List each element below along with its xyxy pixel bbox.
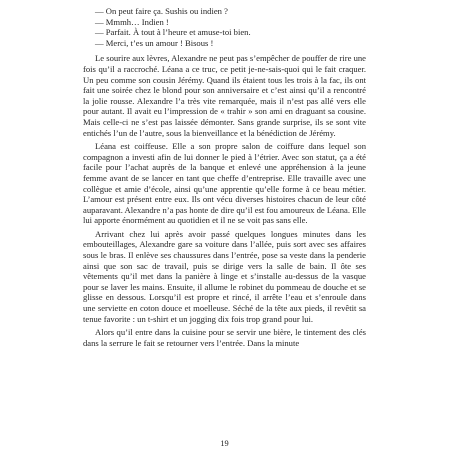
paragraph: Le sourire aux lèvres, Alexandre ne peut pas s’empêcher de pouffer de rire une fois qu’il a raccroché. Léana a ce truc, ce petit je-ne-sais-quoi qui le fait craquer. Un peu comme son cousin Jérémy. Quand ils étaient tous les trois à la fac, ils ont fait une soirée chez le blond pour son anniversaire et c’est ainsi qu’il a rencontré la jolie rousse. Alexandre l’a très vite remarquée, mais il n’est pas allé vers elle pour autant. Il avait eu l’impression de « trahir » son ami en draguant sa cousine. Mais celle-ci ne s’est pas laissée démonter. Sans grande surprise, ils se sont vite entichés l’un de l’autre, sous la bienveillance et la bénédiction de Jérémy. [83, 53, 366, 138]
dialogue-line: — Merci, t’es un amour ! Bisous ! [95, 37, 214, 48]
book-page [83, 6, 366, 448]
dialogue-line: — On peut faire ça. Sushis ou indien ? [95, 6, 228, 16]
body-text [83, 53, 366, 348]
dialogue-block [83, 6, 366, 48]
dialogue-line: — Mmmh… Indien ! [95, 16, 169, 27]
paragraph: Léana est coiffeuse. Elle a son propre salon de coiffure dans lequel son compagnon a investi afin de lui donner le pied à l’étrier. Avec son statut, ça a été facile pour l’achat auprès de la banque et enlevé une appréhension à la jeune femme avant de se lancer en tant que cheffe d’entreprise. Elle travaille avec une collègue et amie d’école, ainsi qu’une apprentie qu’elle forme à ce beau métier. L’amour est présent entre eux. Ils ont vécu diverses histoires chacun de leur côté auparavant. Alexandre n’a pas honte de dire qu’il est fou amoureux de Léana. Elle lui apporte énormément au quotidien et il ne se voit pas sans elle. [83, 141, 366, 226]
paragraph: Arrivant chez lui après avoir passé quelques longues minutes dans les embouteillages, Alexandre gare sa voiture dans l’allée, puis sort avec ses affaires sous le bras. Il enlève ses chaussures dans l’entrée, pose sa veste dans la penderie ainsi que son sac de travail, puis se dirige vers la salle de bain. Il ôte ses vêtements qu’il met dans la panière à linge et s’installe au-dessus de la vasque pour se laver les mains. Ensuite, il allume le robinet du pommeau de douche et se glisse en dessous. Lorsqu’il est propre et rincé, il arrête l’eau et s’enroule dans une serviette en coton douce et moelleuse. Séché de la tête aux pieds, il revêtit sa tenue favorite : un t-shirt et un jogging dix fois trop grand pour lui. [83, 228, 366, 324]
page-number: 19 [220, 439, 229, 448]
paragraph: Alors qu’il entre dans la cuisine pour se servir une bière, le tintement des clés dans la serrure le fait se retourner vers l’entrée. Dans la minute [83, 327, 366, 348]
dialogue-line: — Parfait. À tout à l’heure et amuse-toi bien. [95, 27, 251, 38]
